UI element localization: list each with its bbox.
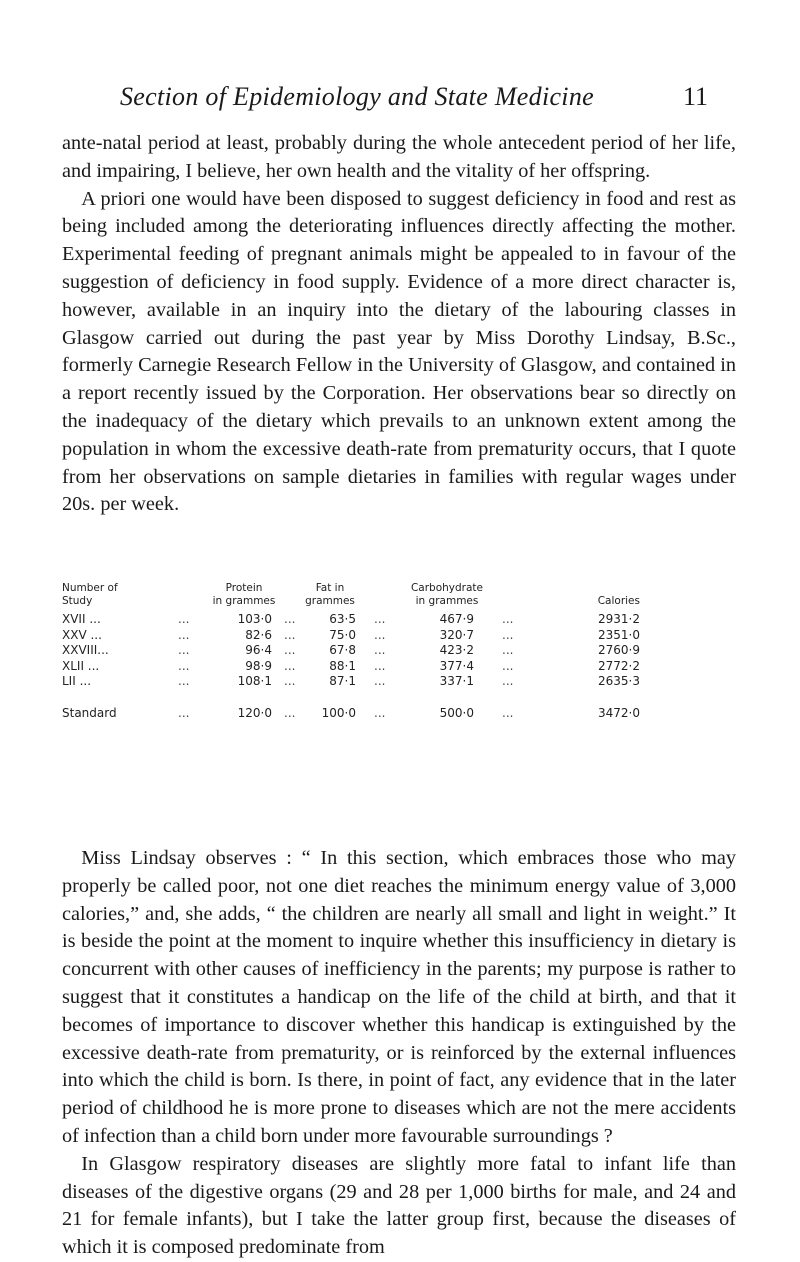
leader-dots: ... [502,674,514,689]
leader-dots: ... [178,705,190,720]
leader-dots: ... [502,643,514,658]
cell-study: XVII ... [62,612,101,626]
cell-fat: 100·0 [321,705,356,720]
text-block-bottom [62,845,736,1262]
header-calories: Calories [597,595,640,607]
cell-protein: 103·0 [237,612,272,626]
cell-fat: 87·1 [329,674,356,689]
leader-dots: ... [374,705,386,720]
cell-protein: 98·9 [245,658,272,673]
leader-dots: ... [502,627,514,642]
table-row [62,628,736,644]
header-carbohydrate: Carbohydrate in grammes [410,582,484,607]
cell-fat: 63·5 [329,612,356,626]
header-study: Number of Study [62,582,118,607]
paragraph: A priori one would have been disposed to suggest deficiency in food and rest as being included among the deteriorating influences directly affecting the mother. Experimental feeding of pregnant animals might be appealed to in favour of the suggestion of deficiency in food supply. Evidence of a more direct character is, however, available in an inquiry into the dietary of the labouring classes in Glasgow carried out during the past year by Miss Dorothy Lindsay, B.Sc., formerly Carnegie Research Fellow in the University of Glasgow, and contained in a report recently issued by the Corporation. Her observations bear so directly on the inadequacy of the dietary which prevails to an unknown extent among the population in whom the excessive death-rate from prematurity occurs, that I quote from her observations on sample dietaries in families with regular wages under 20s. per week. [62,187,736,516]
header-fat: Fat in grammes [305,582,355,607]
table-row-standard [62,706,736,722]
running-head: Section of Epidemiology and State Medicine [120,82,594,111]
page-header [120,82,708,118]
cell-fat: 88·1 [329,658,356,673]
cell-calories: 2760·9 [598,643,640,658]
leader-dots: ... [284,612,296,626]
leader-dots: ... [374,612,386,626]
leader-dots: ... [374,674,386,689]
cell-study: Standard [62,705,117,720]
leader-dots: ... [502,658,514,673]
cell-protein: 108·1 [237,674,272,689]
table-row [62,612,736,628]
cell-fat: 67·8 [329,643,356,658]
cell-calories: 3472·0 [598,705,640,720]
leader-dots: ... [284,674,296,689]
leader-dots: ... [284,627,296,642]
cell-carbohydrate: 423·2 [439,643,474,658]
cell-protein: 96·4 [245,643,272,658]
diet-table [62,582,736,722]
leader-dots: ... [178,612,190,626]
cell-study: LII ... [62,674,92,689]
page-number: 11 [682,82,708,111]
cell-calories: 2635·3 [598,674,640,689]
table-row [62,674,736,690]
cell-protein: 82·6 [245,627,272,642]
cell-carbohydrate: 337·1 [439,674,474,689]
leader-dots: ... [374,627,386,642]
cell-study: XXVIII... [62,643,109,658]
leader-dots: ... [178,627,190,642]
cell-study: XXV ... [62,627,102,642]
leader-dots: ... [502,705,514,720]
leader-dots: ... [284,705,296,720]
cell-carbohydrate: 377·4 [439,658,474,673]
leader-dots: ... [178,674,190,689]
leader-dots: ... [374,643,386,658]
cell-study: XLII ... [62,658,100,673]
cell-carbohydrate: 320·7 [439,627,474,642]
table-row [62,659,736,675]
header-protein: Protein in grammes [212,582,276,607]
cell-calories: 2351·0 [598,627,640,642]
paragraph: ante-natal period at least, probably during the whole antecedent period of her life, and impairing, I believe, her own health and the vitality of her offspring. [62,132,736,182]
cell-calories: 2931·2 [598,612,640,626]
leader-dots: ... [284,643,296,658]
leader-dots: ... [374,658,386,673]
leader-dots: ... [502,612,514,626]
cell-fat: 75·0 [329,627,356,642]
cell-carbohydrate: 500·0 [439,705,474,720]
cell-calories: 2772·2 [598,658,640,673]
text-block-top [62,130,736,519]
leader-dots: ... [284,658,296,673]
paragraph: Miss Lindsay observes : “ In this section, which embraces those who may properly be called poor, not one diet reaches the minimum energy value of 3,000 calories,” and, she adds, “ the children are nearly all small and light in weight.” It is beside the point at the moment to inquire whether this insufficiency in dietary is concurrent with other causes of inefficiency in the parents; my purpose is rather to suggest that it constitutes a handicap on the life of the child at birth, and that it becomes of importance to discover whether this handicap is extinguished by the excessive death-rate from prematurity, or is reinforced by the external influences into which the child is born. Is there, in point of fact, any evidence that in the later period of childhood he is more prone to diseases which are not the mere accidents of infection than a child born under more favourable surroundings ? [62,847,736,1147]
leader-dots: ... [178,658,190,673]
cell-protein: 120·0 [237,705,272,720]
cell-carbohydrate: 467·9 [439,612,474,626]
table-header [62,582,736,612]
leader-dots: ... [178,643,190,658]
table-row [62,643,736,659]
paragraph: In Glasgow respiratory diseases are slightly more fatal to infant life than diseases of the digestive organs (29 and 28 per 1,000 births for male, and 24 and 21 for female infants), but I take the latter group first, because the diseases of which it is composed predominate from [62,1152,736,1259]
